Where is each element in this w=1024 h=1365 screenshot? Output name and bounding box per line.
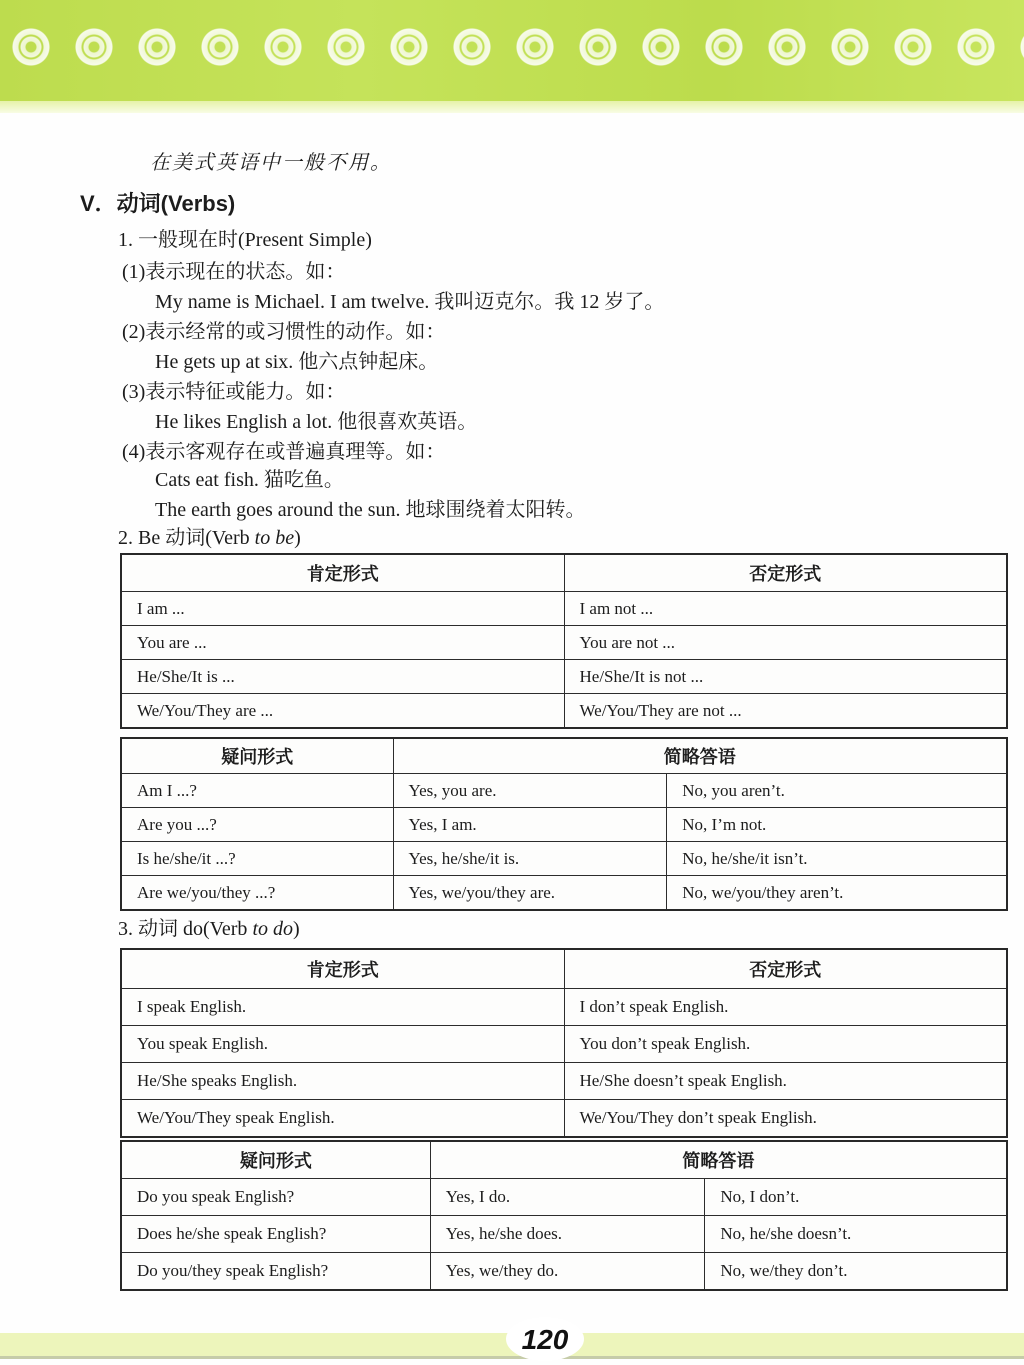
- cell: Are we/you/they ...?: [121, 876, 393, 911]
- decorative-header-band: [0, 0, 1024, 101]
- verb-be-title-post: ): [294, 527, 301, 549]
- subsection-verb-be-title: [118, 527, 301, 549]
- table-be-qa: [120, 737, 1008, 911]
- decorative-header-strip: [0, 101, 1024, 113]
- table-row: [121, 774, 1007, 808]
- header-affirmative: 肯定形式: [121, 554, 564, 592]
- point-2-label: (2)表示经常的或习惯性的动作。如：: [122, 321, 446, 343]
- cell: Yes, he/she does.: [430, 1216, 705, 1253]
- header-short-answers: 简略答语: [393, 738, 1007, 774]
- cell: Do you/they speak English?: [121, 1253, 430, 1291]
- point-1-label: (1)表示现在的状态。如：: [122, 261, 346, 283]
- table-row: [121, 694, 1007, 729]
- header-question-form: 疑问形式: [121, 738, 393, 774]
- cell: We/You/They don’t speak English.: [564, 1100, 1007, 1138]
- cell: He/She/It is ...: [121, 660, 564, 694]
- cell: No, he/she/it isn’t.: [667, 842, 1007, 876]
- point-3-label: (3)表示特征或能力。如：: [122, 381, 346, 403]
- cell: I don’t speak English.: [564, 989, 1007, 1026]
- table-row: [121, 1179, 1007, 1216]
- table-row: [121, 1216, 1007, 1253]
- cell: You are not ...: [564, 626, 1007, 660]
- point-4-example-1: Cats eat fish. 猫吃鱼。: [155, 469, 344, 491]
- cell: We/You/They are ...: [121, 694, 564, 729]
- header-negative: 否定形式: [564, 949, 1007, 989]
- cell: Yes, you are.: [393, 774, 667, 808]
- cell: Am I ...?: [121, 774, 393, 808]
- header-question-form: 疑问形式: [121, 1141, 430, 1179]
- point-2-example: He gets up at six. 他六点钟起床。: [155, 351, 439, 373]
- cell: We/You/They are not ...: [564, 694, 1007, 729]
- table-do-forms: [120, 948, 1008, 1138]
- cell: Does he/she speak English?: [121, 1216, 430, 1253]
- header-affirmative: 肯定形式: [121, 949, 564, 989]
- subsection-present-simple-title: 1. 一般现在时(Present Simple): [118, 229, 372, 251]
- table-header-row: [121, 949, 1007, 989]
- cell: We/You/They speak English.: [121, 1100, 564, 1138]
- cell: You don’t speak English.: [564, 1026, 1007, 1063]
- table-row: [121, 1100, 1007, 1138]
- cell: No, he/she doesn’t.: [705, 1216, 1007, 1253]
- cell: You are ...: [121, 626, 564, 660]
- verb-do-title-post: ): [293, 918, 300, 940]
- cell: No, we/they don’t.: [705, 1253, 1007, 1291]
- page-number: 120: [521, 1324, 569, 1355]
- cell: No, we/you/they aren’t.: [667, 876, 1007, 911]
- point-4-example-2: The earth goes around the sun. 地球围绕着太阳转。: [155, 499, 586, 521]
- table-header-row: [121, 1141, 1007, 1179]
- table-row: [121, 1026, 1007, 1063]
- table-row: [121, 842, 1007, 876]
- table-be-forms: [120, 553, 1008, 729]
- table-row: [121, 592, 1007, 626]
- verb-do-title-pre: 3. 动词 do(Verb: [118, 918, 253, 940]
- subsection-verb-do-title: [118, 918, 300, 940]
- cell: He/She speaks English.: [121, 1063, 564, 1100]
- cell: No, I don’t.: [705, 1179, 1007, 1216]
- cell: Do you speak English?: [121, 1179, 430, 1216]
- table-do-qa: [120, 1140, 1008, 1291]
- table-row: [121, 876, 1007, 911]
- verb-do-title-italic: to do: [252, 918, 293, 940]
- point-4-label: (4)表示客观存在或普遍真理等。如：: [122, 441, 446, 463]
- cell: Are you ...?: [121, 808, 393, 842]
- cell: Yes, I am.: [393, 808, 667, 842]
- handwritten-note: 在美式英语中一般不用。: [150, 152, 392, 174]
- table-row: [121, 660, 1007, 694]
- table-row: [121, 989, 1007, 1026]
- cell: He/She doesn’t speak English.: [564, 1063, 1007, 1100]
- header-negative: 否定形式: [564, 554, 1007, 592]
- section-heading-verbs: V．动词(Verbs): [80, 191, 236, 216]
- table-header-row: [121, 554, 1007, 592]
- cell: He/She/It is not ...: [564, 660, 1007, 694]
- point-1-example: My name is Michael. I am twelve. 我叫迈克尔。我 12 岁了。: [155, 291, 665, 313]
- table-header-row: [121, 738, 1007, 774]
- cell: I speak English.: [121, 989, 564, 1026]
- cell: No, I’m not.: [667, 808, 1007, 842]
- table-row: [121, 1063, 1007, 1100]
- cell: Yes, we/you/they are.: [393, 876, 667, 911]
- cell: You speak English.: [121, 1026, 564, 1063]
- verb-be-title-italic: to be: [254, 527, 295, 549]
- verb-be-title-pre: 2. Be 动词(Verb: [118, 527, 255, 549]
- header-short-answers: 简略答语: [430, 1141, 1007, 1179]
- table-row: [121, 626, 1007, 660]
- cell: Yes, he/she/it is.: [393, 842, 667, 876]
- cell: Yes, I do.: [430, 1179, 705, 1216]
- cell: I am ...: [121, 592, 564, 626]
- cell: Yes, we/they do.: [430, 1253, 705, 1291]
- cell: I am not ...: [564, 592, 1007, 626]
- point-3-example: He likes English a lot. 他很喜欢英语。: [155, 411, 478, 433]
- cell: Is he/she/it ...?: [121, 842, 393, 876]
- table-row: [121, 808, 1007, 842]
- table-row: [121, 1253, 1007, 1291]
- cell: No, you aren’t.: [667, 774, 1007, 808]
